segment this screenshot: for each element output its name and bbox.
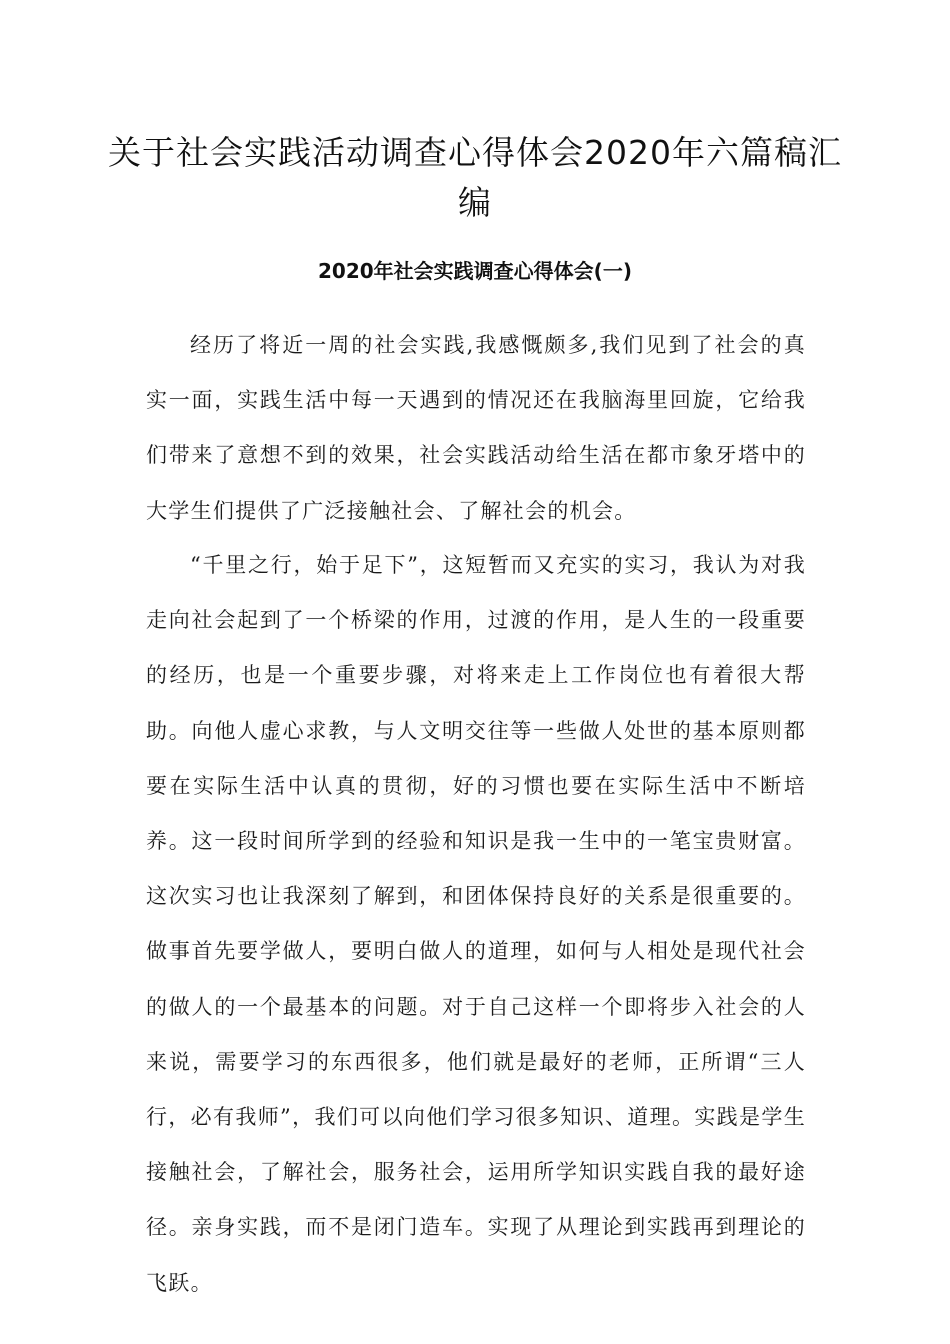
document-title: 关于社会实践活动调查心得体会2020年六篇稿汇编 [108, 133, 842, 222]
body-paragraph-2: “千里之行，始于足下”，这短暂而又充实的实习，我认为对我走向社会起到了一个桥梁的作用，过渡的作用，是人生的一段重要的经历，也是一个重要步骤，对将来走上工作岗位也有着很大帮助。向他人虚心求教，与人文明交往等一些做人处世的基本原则都要在实际生活中认真的贯彻，好的习惯也要在实际生活中不断培养。这一段时间所学到的经验和知识是我一生中的一笔宝贵财富。这次实习也让我深刻了解到，和团体保持良好的关系是很重要的。做事首先要学做人，要明白做人的道理，如何与人相处是现代社会的做人的一个最基本的问题。对于自己这样一个即将步入社会的人来说，需要学习的东西很多，他们就是最好的老师，正所谓“三人行，必有我师”，我们可以向他们学习很多知识、道理。实践是学生接触社会，了解社会，服务社会，运用所学知识实践自我的最好途径。亲身实践，而不是闭门造车。实现了从理论到实践再到理论的飞跃。 [146, 553, 806, 1295]
section-subtitle: 2020年社会实践调查心得体会(一) [318, 259, 632, 283]
body-paragraph-1: 经历了将近一周的社会实践,我感慨颇多,我们见到了社会的真实一面，实践生活中每一天遇到的情况还在我脑海里回旋，它给我们带来了意想不到的效果，社会实践活动给生活在都市象牙塔中的大学生们提供了广泛接触社会、了解社会的机会。 [146, 333, 806, 523]
